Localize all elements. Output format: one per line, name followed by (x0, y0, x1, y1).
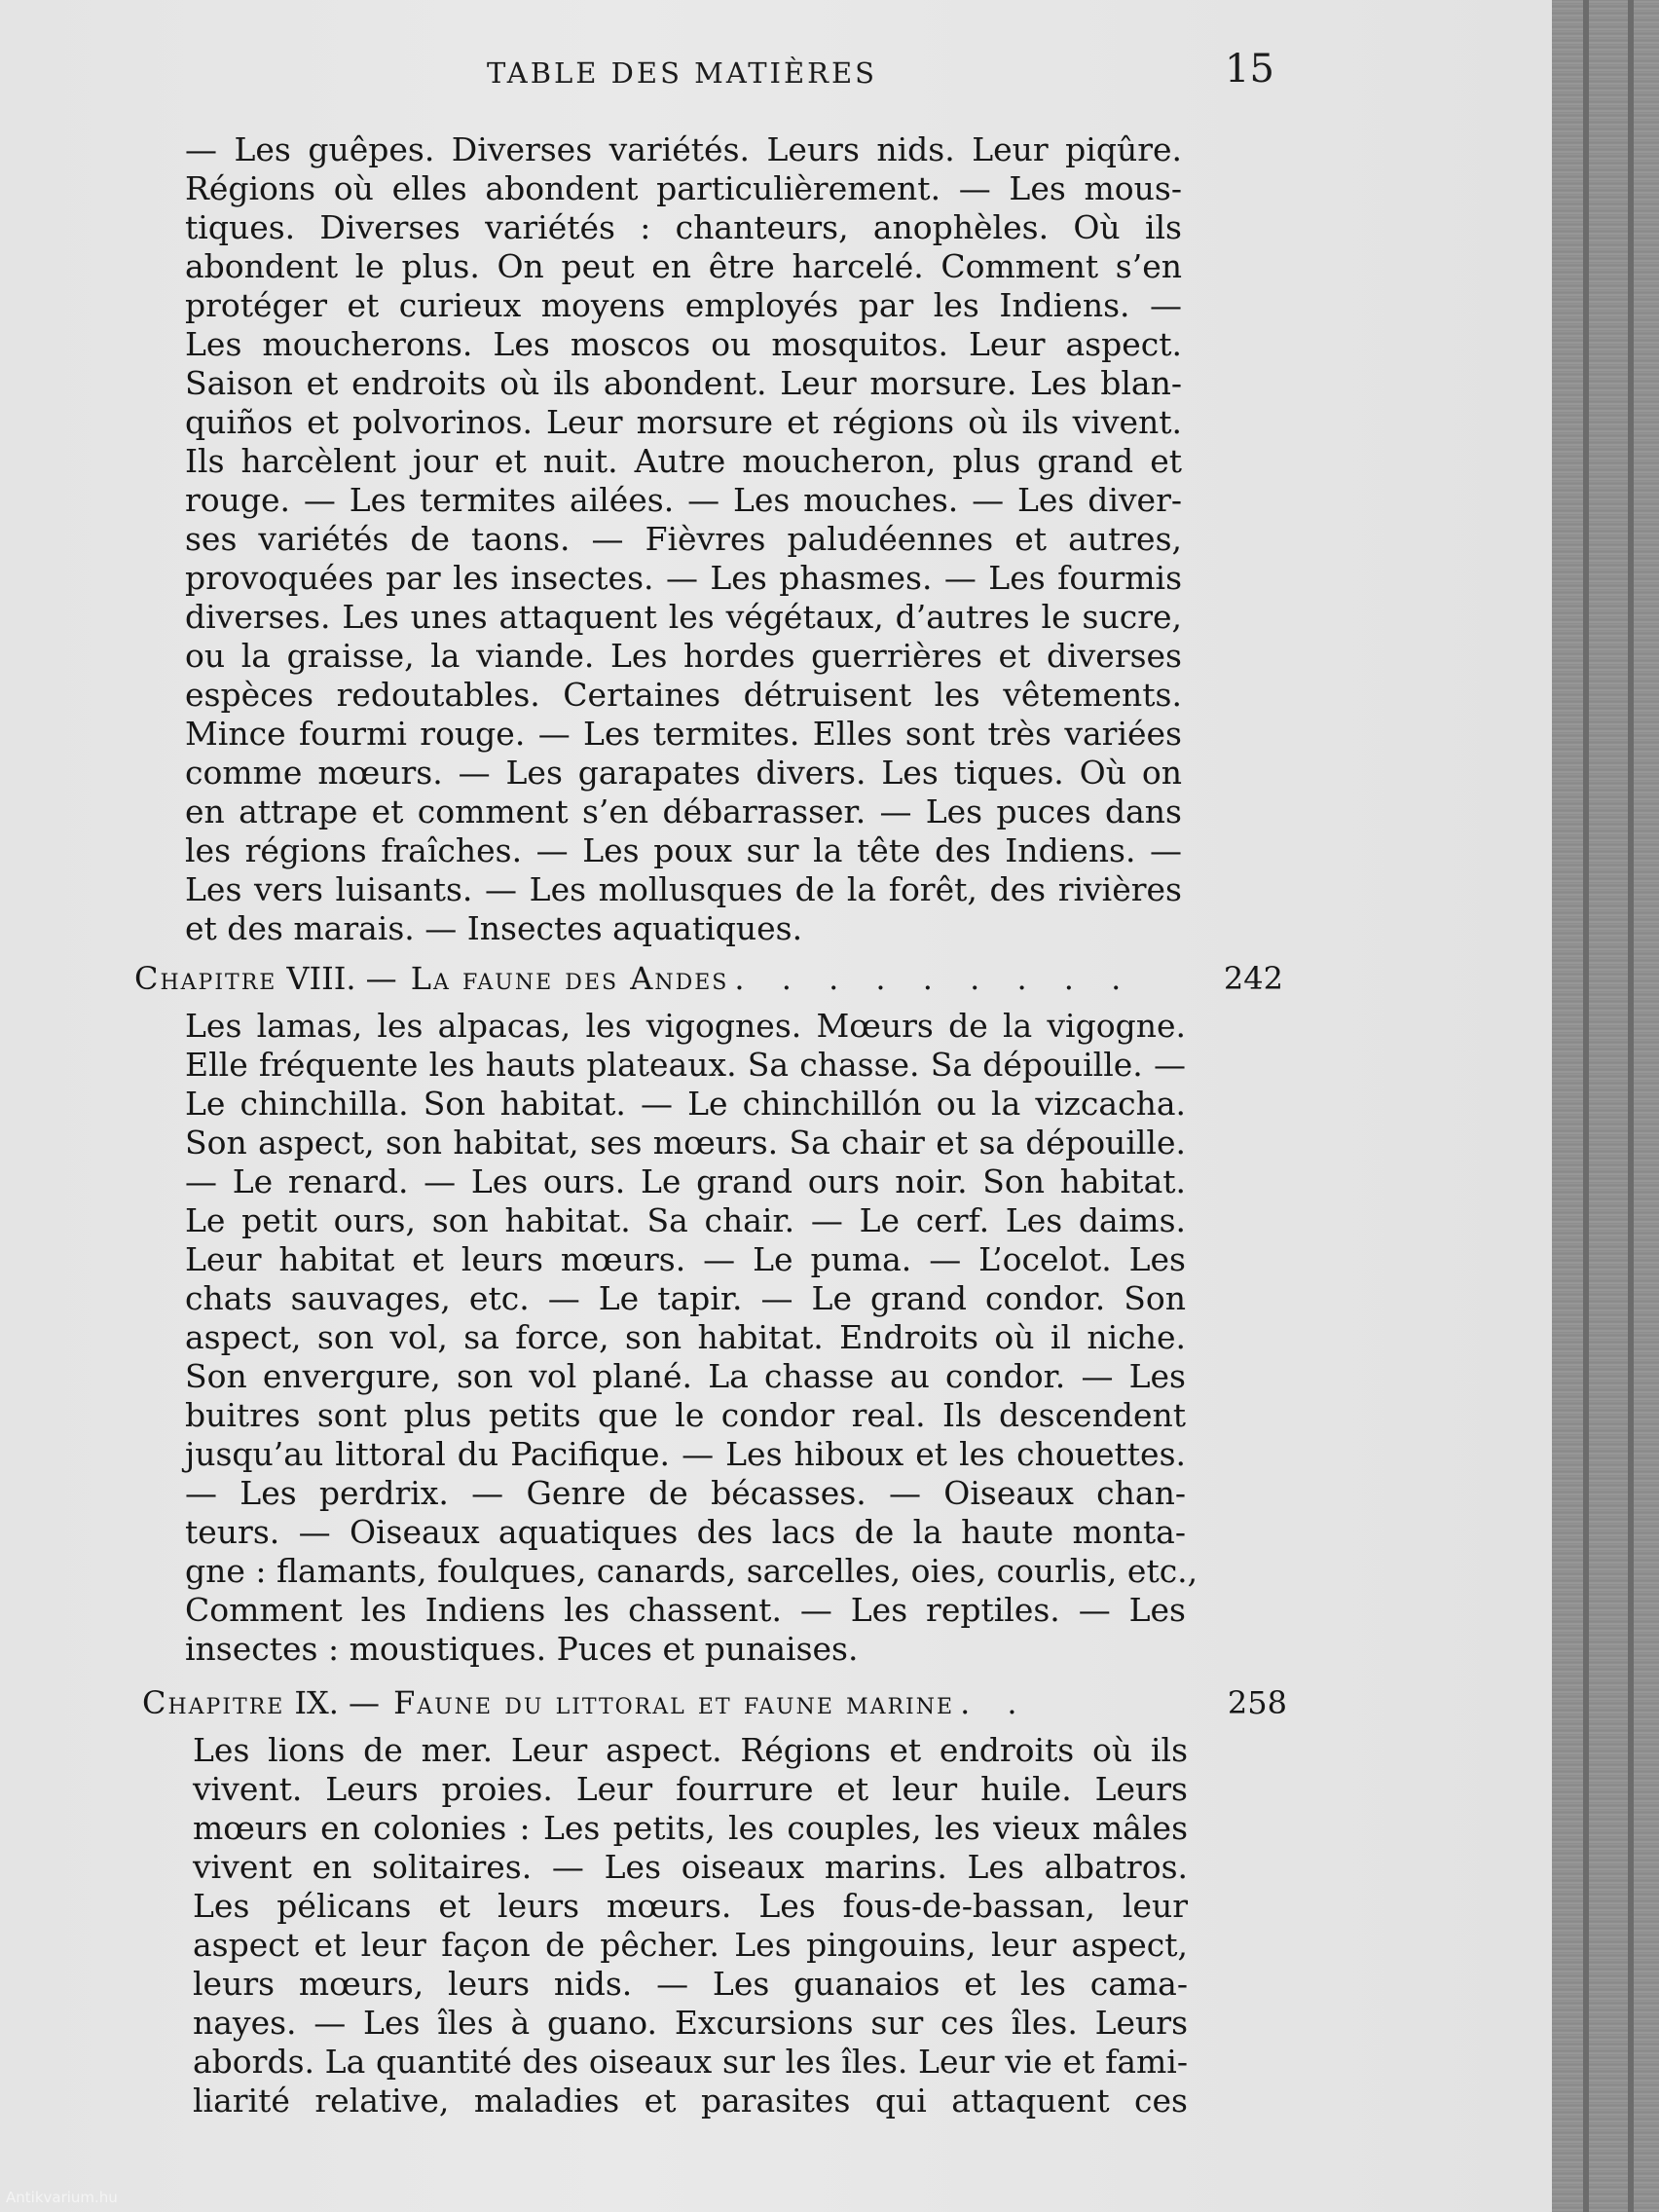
text-line: — Les guêpes. Diverses variétés. Leurs nids. Leur piqûre. (185, 130, 1182, 168)
chapter-number: IX. (294, 1684, 339, 1721)
text-line: Le chinchilla. Son habitat. — Le chinchillón ou la vizcacha. (185, 1085, 1186, 1123)
text-line: ou la graisse, la viande. Les hordes guerrières et diverses (185, 637, 1182, 675)
text-line: teurs. — Oiseaux aquatiques des lacs de la haute monta- (185, 1513, 1186, 1551)
text-line: en attrape et comment s’en débarrasser. — Les puces dans (185, 793, 1182, 830)
text-line: mœurs en colonies : Les petits, les couples, les vieux mâles (193, 1809, 1188, 1847)
text-line: Leur habitat et leurs mœurs. — Le puma. — L’ocelot. Les (185, 1240, 1186, 1278)
chapter-page-number: 242 (1223, 960, 1283, 997)
text-line: — Les perdrix. — Genre de bécasses. — Oiseaux chan- (185, 1474, 1186, 1512)
text-line: leurs mœurs, leurs nids. — Les guanaios et les cama- (193, 1965, 1188, 2003)
text-line: Les moucherons. Les moscos ou mosquitos. Leur aspect. (185, 325, 1182, 363)
text-line: aspect et leur façon de pêcher. Les pingouins, leur aspect, (193, 1926, 1188, 1964)
text-line: abords. La quantité des oiseaux sur les îles. Leur vie et fami- (193, 2043, 1188, 2081)
text-line: protéger et curieux moyens employés par les Indiens. — (185, 286, 1182, 324)
text-line: vivent en solitaires. — Les oiseaux marins. Les albatros. (193, 1848, 1188, 1886)
running-title: TABLE DES MATIÈRES (487, 56, 878, 90)
text-line: tiques. Diverses variétés : chanteurs, anophèles. Où ils (185, 208, 1182, 246)
chapter-heading-9 (142, 1684, 1287, 1727)
watermark-text: Antikvarium.hu (6, 2189, 118, 2206)
edge-shadow-line (1628, 0, 1634, 2212)
text-line: abondent le plus. On peut en être harcelé. Comment s’en (185, 247, 1182, 285)
chapter-title: — La faune des Andes (365, 960, 729, 997)
text-line: nayes. — Les îles à guano. Excursions sur ces îles. Leurs (193, 2004, 1188, 2042)
dot-leader: . . . . . . . . . (734, 960, 1135, 997)
text-line: ses variétés de taons. — Fièvres paludéennes et autres, (185, 520, 1182, 558)
page-stack-edge (1552, 0, 1659, 2212)
paragraph-coastal-fauna (193, 1731, 1188, 2120)
text-line: insectes : moustiques. Puces et punaises. (185, 1630, 859, 1668)
chapter-label: Chapitre (134, 960, 277, 997)
text-line: rouge. — Les termites ailées. — Les mouches. — Les diver- (185, 481, 1182, 519)
chapter-page-number: 258 (1227, 1684, 1287, 1721)
text-line: Mince fourmi rouge. — Les termites. Elles sont très variées (185, 715, 1182, 753)
text-line: et des marais. — Insectes aquatiques. (185, 909, 803, 947)
text-line: quiños et polvorinos. Leur morsure et régions où ils vivent. (185, 403, 1182, 441)
paragraph-andes-fauna (185, 1007, 1198, 1669)
text-line: Les pélicans et leurs mœurs. Les fous-de-bassan, leur (193, 1887, 1188, 1925)
text-line: Saison et endroits où ils abondent. Leur morsure. Les blan- (185, 364, 1182, 402)
chapter-heading-8 (134, 960, 1283, 1003)
page-number: 15 (1225, 47, 1274, 92)
text-line: provoquées par les insectes. — Les phasmes. — Les fourmis (185, 559, 1182, 597)
text-line: Le petit ours, son habitat. Sa chair. — Le cerf. Les daims. (185, 1201, 1186, 1239)
text-line: Les vers luisants. — Les mollusques de la forêt, des rivières (185, 870, 1182, 908)
text-line: Les lions de mer. Leur aspect. Régions et endroits où ils (193, 1731, 1188, 1769)
dot-leader: . . (960, 1684, 1031, 1721)
text-line: Ils harcèlent jour et nuit. Autre moucheron, plus grand et (185, 442, 1182, 480)
edge-shadow-line (1583, 0, 1589, 2212)
text-line: Comment les Indiens les chassent. — Les reptiles. — Les (185, 1591, 1186, 1629)
chapter-number: VIII. (286, 960, 356, 997)
text-line: aspect, son vol, sa force, son habitat. Endroits où il niche. (185, 1318, 1186, 1356)
text-line: comme mœurs. — Les garapates divers. Les tiques. Où on (185, 754, 1182, 792)
text-line: Son envergure, son vol plané. La chasse au condor. — Les (185, 1357, 1186, 1395)
text-line: chats sauvages, etc. — Le tapir. — Le grand condor. Son (185, 1279, 1186, 1317)
text-line: les régions fraîches. — Les poux sur la tête des Indiens. — (185, 831, 1182, 869)
text-line: Son aspect, son habitat, ses mœurs. Sa chair et sa dépouille. (185, 1124, 1186, 1161)
chapter-title: — Faune du littoral et faune marine (348, 1684, 955, 1721)
text-line: jusqu’au littoral du Pacifique. — Les hiboux et les chouettes. (185, 1435, 1186, 1473)
text-line: — Le renard. — Les ours. Le grand ours noir. Son habitat. (185, 1162, 1186, 1200)
text-line: Elle fréquente les hauts plateaux. Sa chasse. Sa dépouille. — (185, 1046, 1186, 1084)
chapter-label: Chapitre (142, 1684, 285, 1721)
text-line: vivent. Leurs proies. Leur fourrure et leur huile. Leurs (193, 1770, 1188, 1808)
text-line: buitres sont plus petits que le condor real. Ils descendent (185, 1396, 1186, 1434)
text-line: espèces redoutables. Certaines détruisent les vêtements. (185, 676, 1182, 714)
text-line: Régions où elles abondent particulièrement. — Les mous- (185, 169, 1182, 207)
text-line: liarité relative, maladies et parasites qui attaquent ces (193, 2082, 1188, 2120)
text-line: gne : flamants, foulques, canards, sarcelles, oies, courlis, etc., (185, 1552, 1198, 1590)
text-line: Les lamas, les alpacas, les vigognes. Mœurs de la vigogne. (185, 1007, 1186, 1045)
text-line: diverses. Les unes attaquent les végétaux, d’autres le sucre, (185, 598, 1182, 636)
paragraph-insects (185, 130, 1182, 948)
